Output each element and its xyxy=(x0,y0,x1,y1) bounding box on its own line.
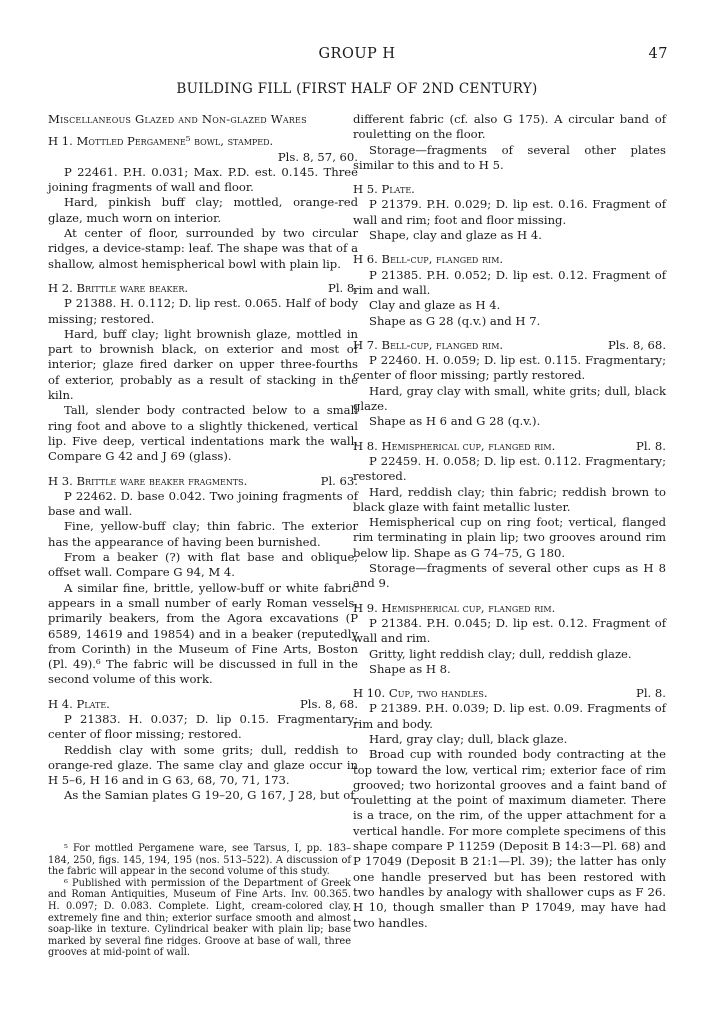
entry-text: Tall, slender body contracted below to a small ring foot and above to a slightly thickened, vertical lip. Five deep, vertical indentations mark the wall. Compare G 42 and J 69 (glass). xyxy=(48,403,358,464)
entry-title: H 10. Cup, two handles. xyxy=(353,686,488,701)
entry-plates: Pls. 8, 68. xyxy=(607,337,666,352)
entry-text: Reddish clay with some grits; dull, reddish to orange-red glaze. The same clay and glaze occur in H 5–6, H 16 and in G 63, 68, 70, 71, 173. xyxy=(48,742,358,788)
entry-text: As the Samian plates G 19–20, G 167, J 28, but of xyxy=(64,788,355,803)
entry-text: Hard, reddish clay; thin fabric; reddish brown to black glaze with faint metallic luster. xyxy=(353,484,666,514)
entry-title: H 6. Bell-cup, flanged rim. xyxy=(353,252,504,267)
entry-title: H 1. Mottled Pergamene⁵ bowl, stamped. xyxy=(48,134,274,149)
entry-text: Fine, yellow-buff clay; thin fabric. The exterior has the appearance of having been burnished. xyxy=(48,519,358,549)
entry-text: P 21379. P.H. 0.029; D. lip est. 0.16. Fragment of wall and rim; foot and floor missing. xyxy=(353,197,666,227)
entry-text: From a beaker (?) with flat base and oblique, offset wall. Compare G 94, M 4. xyxy=(48,550,358,580)
entry-heading xyxy=(353,338,666,353)
entry-heading xyxy=(48,281,358,296)
catalog-entry-h8 xyxy=(353,439,666,592)
group-title: GROUP H xyxy=(318,46,396,62)
catalog-entry-h1 xyxy=(48,134,358,272)
entry-text: P 22462. D. base 0.042. Two joining fragments of base and wall. xyxy=(48,488,358,519)
entry-heading xyxy=(353,686,666,701)
entry-title: H 3. Brittle ware beaker fragments. xyxy=(48,473,248,488)
entry-text: P 22460. H. 0.059; D. lip est. 0.115. Fragmentary; center of floor missing; partly restored. xyxy=(353,353,666,383)
entry-plates: Pls. 8, 68. xyxy=(299,696,358,711)
entry-title: H 5. Plate. xyxy=(353,182,415,197)
catalog-entry-h3 xyxy=(48,474,358,688)
entry-text: P 21384. P.H. 0.045; D. lip est. 0.12. Fragment of wall and rim. xyxy=(353,615,666,646)
entry-plates: Pl. 8. xyxy=(328,280,358,295)
left-column xyxy=(48,112,358,804)
entry-text: Hard, pinkish buff clay; mottled, orange-red glaze, much worn on interior. xyxy=(48,195,358,225)
footnote-6: ⁶ Published with permission of the Department of Greek and Roman Antiquities, Museum of Fine Arts. Inv. 00.365. H. 0.097; D. 0.083. Complete. Light, cream-colored clay, extremely fine and thin; exterior surface smooth and almost soap-like in texture. Cylindrical beaker with plain lip; base marked by several fine ridges. Groove at base of wall, three grooves at mid-point of wall. xyxy=(48,877,351,959)
entry-text: Hemispherical cup on ring foot; vertical, flanged rim terminating in plain lip; two grooves around rim below lip. Shape as G 74–75, G 180. xyxy=(353,515,666,560)
entry-plates: Pl. 63. xyxy=(320,473,358,488)
entry-plates: Pl. 8. xyxy=(636,438,666,453)
catalog-entry-h7 xyxy=(353,338,666,430)
entry-heading xyxy=(48,697,358,712)
subsection-heading: Miscellaneous Glazed and Non-glazed Wares xyxy=(48,112,307,126)
catalog-entry-h2 xyxy=(48,281,358,465)
entry-text: Hard, buff clay; light brownish glaze, mottled in part to brownish black, on exterior and most of interior; glaze fired darker on upper three-fourths of exterior, probably as a result of stacking in the kiln. xyxy=(48,326,358,403)
entry-text: P 22459. H. 0.058; D. lip est. 0.112. Fragmentary; restored. xyxy=(353,453,666,484)
catalog-entry-h10 xyxy=(353,686,666,931)
entry-heading xyxy=(353,439,666,454)
entry-title: H 9. Hemispherical cup, flanged rim. xyxy=(353,600,556,615)
entry-text: Storage—fragments of several other plates similar to this and to H 5. xyxy=(353,142,666,172)
entry-plates: Pls. 8, 57, 60. xyxy=(277,149,358,164)
entry-text: Broad cup with rounded body contracting at the top toward the low, vertical rim; exterior face of rim grooved; two horizontal grooves and a faint band of rouletting at the point of maximum diameter. There is a trace, on the rim, of the upper attachment for a vertical handle. For more complete specimens of this shape compare P 11259 (Deposit B 14:3—Pl. 68) and P 17049 (Deposit B 21:1—Pl. 39); the latter has only one handle preserved but has been restored with two handles by analogy with shallower cups as F 26. H 10, though smaller than P 17049, may have had two handles. xyxy=(353,747,666,930)
entry-title: H 7. Bell-cup, flanged rim. xyxy=(353,337,504,352)
entry-heading xyxy=(48,474,358,489)
entry-text: Shape as H 6 and G 28 (q.v.). xyxy=(369,414,541,429)
entry-text: P 21385. P.H. 0.052; D. lip est. 0.12. Fragment of rim and wall. xyxy=(353,267,666,297)
catalog-entry-h4 xyxy=(48,697,358,804)
entry-text: Gritty, light reddish clay; dull, reddish glaze. xyxy=(369,646,632,661)
entry-text: different fabric (cf. also G 175). A circular band of rouletting on the floor. xyxy=(353,112,666,142)
footnote-5: ⁵ For mottled Pergamene ware, see Tarsus, I, pp. 183–184, 250, figs. 145, 194, 195 (nos. 513–522). A discussion of the fabric will appear in the second volume of this study. xyxy=(48,843,351,878)
entry-text: Clay and glaze as H 4. xyxy=(369,298,501,313)
entry-text: P 21388. H. 0.112; D. lip rest. 0.065. Half of body missing; restored. xyxy=(48,296,358,326)
entry-title: H 2. Brittle ware beaker. xyxy=(48,280,189,295)
entry-text: P 21389. P.H. 0.039; D. lip est. 0.09. Fragments of rim and body. xyxy=(353,701,666,731)
entry-text: P 21383. H. 0.037; D. lip 0.15. Fragmentary; center of floor missing; restored. xyxy=(48,711,358,742)
entry-title: H 4. Plate. xyxy=(48,696,110,711)
entry-text: Shape as H 8. xyxy=(369,661,451,676)
entry-text: Shape, clay and glaze as H 4. xyxy=(369,228,542,243)
entry-text: At center of floor, surrounded by two circular ridges, a device-stamp: leaf. The shape was that of a shallow, almost hemispherical bowl with plain lip. xyxy=(48,226,358,271)
entry-plates: Pl. 8. xyxy=(636,686,666,701)
entry-text: Hard, gray clay; dull, black glaze. xyxy=(369,731,568,746)
entry-title: H 8. Hemispherical cup, flanged rim. xyxy=(353,438,556,453)
section-title: BUILDING FILL (FIRST HALF OF 2ND CENTURY) xyxy=(176,81,538,97)
entry-text: Shape as G 28 (q.v.) and H 7. xyxy=(369,313,541,328)
entry-text: Hard, gray clay with small, white grits; dull, black glaze. xyxy=(353,383,666,414)
page-number: 47 xyxy=(648,46,668,62)
right-column xyxy=(353,112,666,931)
catalog-entry-h5 xyxy=(353,182,666,243)
entry-text: P 22461. P.H. 0.031; Max. P.D. est. 0.145. Three joining fragments of wall and floor. xyxy=(48,164,358,195)
footnotes xyxy=(48,843,351,959)
entry-text: Storage—fragments of several other cups as H 8 and 9. xyxy=(353,561,666,591)
entry-text: A similar fine, brittle, yellow-buff or white fabric appears in a small number of early Roman vessels, primarily beakers, from the Agora excavations (P 6589, 14619 and 19854) and in a beaker (reputedly from Corinth) in the Museum of Fine Arts, Boston (Pl. 49).⁶ The fabric will be discussed in full in the second volume of this work. xyxy=(48,580,358,687)
catalog-entry-h9 xyxy=(353,601,666,677)
catalog-entry-h6 xyxy=(353,252,666,328)
